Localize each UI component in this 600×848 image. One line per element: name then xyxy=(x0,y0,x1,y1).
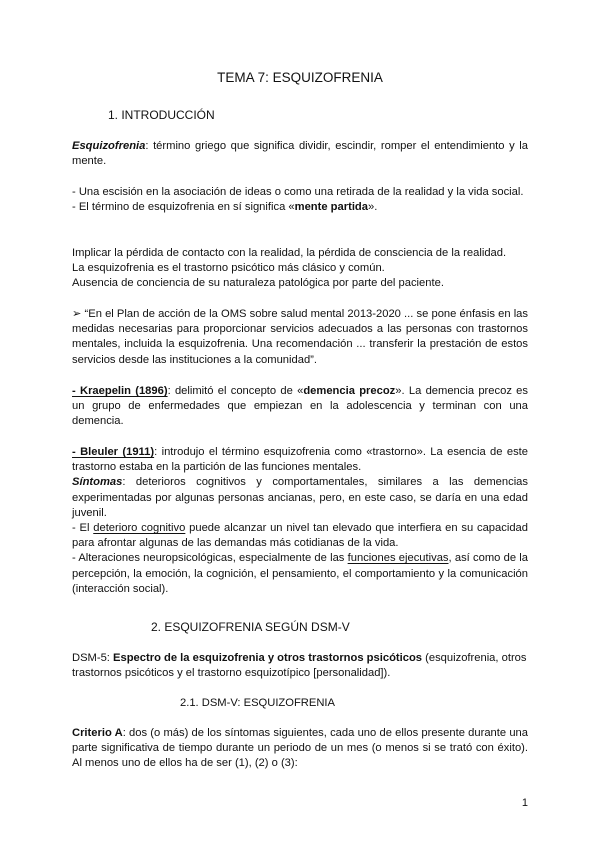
paragraph-kraepelin xyxy=(72,384,528,430)
criterio-a-label: Criterio A xyxy=(72,727,123,739)
quote-text: “En el Plan de acción de la OMS sobre salud mental 2013-2020 ... se pone énfasis en las medidas necesarias para proporcionar servicios adecuados a las personas con trastornos mentales, incluida la esquizofrenia. Una recomendación ... transferir la prestación de estos servicios desde las instituciones a la comunidad”. xyxy=(72,308,528,366)
deterioro-underlined: deterioro cognitivo xyxy=(93,522,186,535)
page-number: 1 xyxy=(521,797,528,809)
deterioro-post: puede alcanzar un nivel tan elevado que interfiera en su capacidad para afrontar algunas de las demandas más cotidianas de la vida. xyxy=(72,522,528,550)
implicar-line-2: La esquizofrenia es el trastorno psicótico más clásico y común. xyxy=(72,262,385,275)
sintomas-line xyxy=(72,475,528,521)
alteraciones-post: , así como de la percepción, la emoción, la cognición, el pensamiento, el comportamiento y la comunicación (interacción social). xyxy=(72,552,528,595)
quote-oms xyxy=(72,307,528,368)
dsm5-bold: Espectro de la esquizofrenia y otros trastornos psicóticos xyxy=(113,652,423,664)
kraepelin-text-2: ». La demencia precoz es un grupo de enfermedades que empiezan en la adolescencia y terminan con una demencia. xyxy=(72,385,528,428)
paragraph-escision xyxy=(72,185,528,215)
escision-line: - Una escisión en la asociación de ideas o como una retirada de la realidad y la vida social. xyxy=(72,186,524,198)
funciones-ejecutivas-underlined: funciones ejecutivas xyxy=(347,552,449,565)
mente-partida-line xyxy=(72,200,528,215)
dsm5-text: (esquizofrenia, otros trastornos psicóticos y el trastorno esquizotípico [personalidad]). xyxy=(72,652,527,680)
implicar-line-1: Implicar la pérdida de contacto con la realidad, la pérdida de consciencia de la realidad. xyxy=(72,247,507,259)
subsection-heading-dsm-v: 2.1. DSM-V: ESQUIZOFRENIA xyxy=(180,697,335,709)
deterioro-pre: - El xyxy=(72,522,94,535)
page-title: TEMA 7: ESQUIZOFRENIA xyxy=(217,70,383,85)
deterioro-line xyxy=(72,521,528,551)
definition-text: : término griego que significa dividir, escindir, romper el entendimiento y la mente. xyxy=(72,140,528,168)
bleuler-intro xyxy=(72,445,528,475)
alteraciones-pre: - Alteraciones neuropsicológicas, especialmente de las xyxy=(72,552,348,565)
arrow-bullet-icon: ➢ xyxy=(72,308,82,320)
bleuler-text: : introdujo el término esquizofrenia como «trastorno». La esencia de este trastorno estaba en la partición de las funciones mentales. xyxy=(72,446,528,474)
sintomas-text: : deterioros cognitivos y comportamentales, similares a las demencias experimentadas por algunas personas ancianas, pero, en este caso, se daría en una edad juvenil. xyxy=(72,476,528,519)
paragraph-bleuler xyxy=(72,445,528,597)
dsm5-label: DSM-5: xyxy=(72,652,114,664)
alteraciones-line xyxy=(72,551,528,597)
paragraph-criterio-a xyxy=(72,726,528,772)
implicar-line-3: Ausencia de conciencia de su naturaleza patológica por parte del paciente. xyxy=(72,277,444,290)
section-heading-dsm: 2. ESQUIZOFRENIA SEGÚN DSM-V xyxy=(151,620,350,634)
mente-partida-bold: mente partida xyxy=(294,201,368,214)
term-esquizofrenia: Esquizofrenia xyxy=(72,140,146,152)
mente-partida-pre: - El término de esquizofrenia en sí significa « xyxy=(72,201,295,214)
sintomas-label: Síntomas xyxy=(72,476,123,489)
criterio-a-text: : dos (o más) de los síntomas siguientes, cada uno de ellos presente durante una parte significativa de tiempo durante un periodo de un mes (o menos si se trató con éxito). Al menos uno de ellos ha de ser (1), (2) o (3): xyxy=(72,727,528,770)
paragraph-definition xyxy=(72,139,528,169)
paragraph-implicar xyxy=(72,246,528,292)
mente-partida-post: ». xyxy=(367,201,378,214)
demencia-precoz-bold: demencia precoz xyxy=(303,385,396,397)
kraepelin-text-1: : delimitó el concepto de « xyxy=(167,385,304,397)
paragraph-dsm5 xyxy=(72,651,528,681)
bleuler-name: - Bleuler (1911) xyxy=(72,446,155,458)
section-heading-introduccion: 1. INTRODUCCIÓN xyxy=(108,108,215,122)
kraepelin-name: - Kraepelin (1896) xyxy=(72,385,168,397)
